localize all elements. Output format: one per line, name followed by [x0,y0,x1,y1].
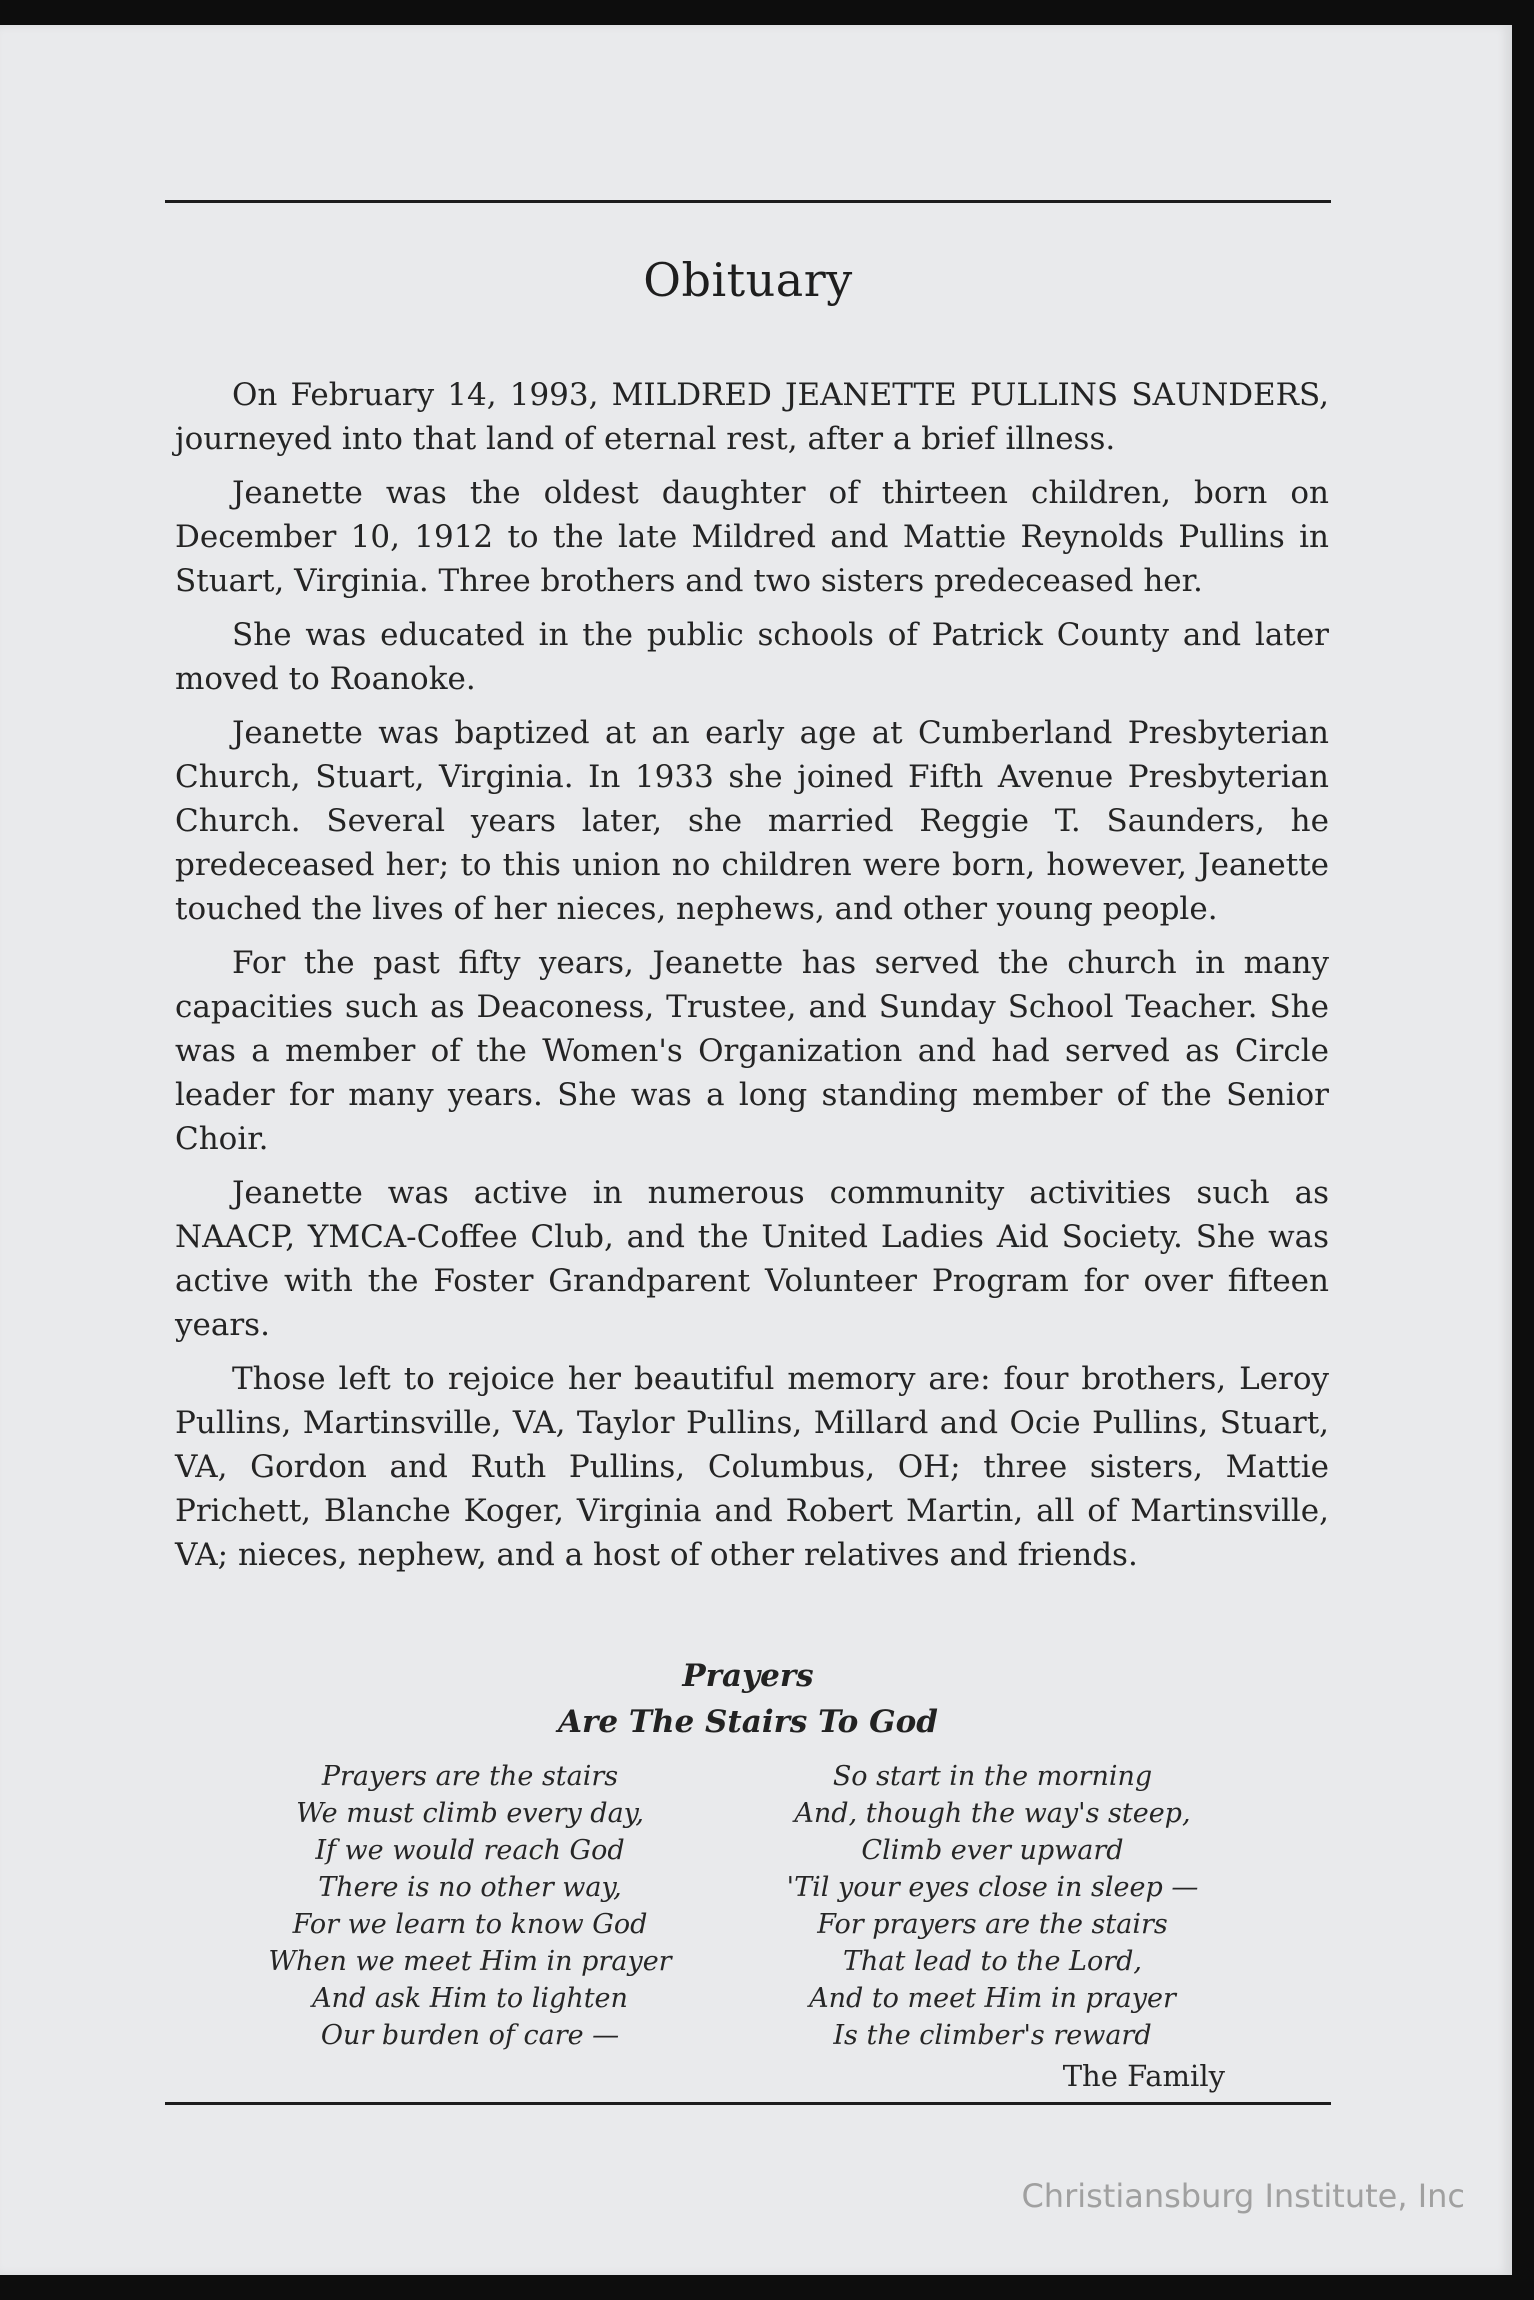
top-divider [165,200,1331,203]
watermark: Christiansburg Institute, Inc [1021,2177,1465,2215]
paragraph: Jeanette was active in numerous community activities such as NAACP, YMCA-Coffee Club, and the United Ladies Aid Society. She was active with the Foster Grandparent Volunteer Program for over fifteen years. [175,1175,1329,1343]
paragraph: On February 14, 1993, MILDRED JEANETTE PULLINS SAUNDERS, journeyed into that land of eternal rest, after a brief illness. [175,377,1329,457]
poem-line: If we would reach God [315,1835,625,1866]
obituary-body [175,373,1329,1587]
paragraph: Jeanette was baptized at an early age at Cumberland Presbyterian Church, Stuart, Virginia. In 1933 she joined Fifth Avenue Presbyterian Church. Several years later, she married Reggie T. Saunders, he predeceased her; to this union no children were born, however, Jeanette touched the lives of her nieces, nephews, and other young people. [175,715,1329,927]
poem-line: We must climb every day, [296,1798,644,1829]
paragraph: For the past fifty years, Jeanette has served the church in many capacities such as Deaconess, Trustee, and Sunday School Teacher. She was a member of the Women's Organization and had served as Circle leader for many years. She was a long standing member of the Senior Choir. [175,945,1329,1157]
poem-line: And, though the way's steep, [794,1798,1191,1829]
poem-line: So start in the morning [832,1761,1153,1792]
poem-line: Our burden of care — [320,2020,620,2051]
poem-line: There is no other way, [318,1872,622,1903]
poem-line: And to meet Him in prayer [809,1983,1176,2014]
poem-line: When we meet Him in prayer [268,1946,672,1977]
paragraph: Those left to rejoice her beautiful memory are: four brothers, Leroy Pullins, Martinsville, VA, Taylor Pullins, Millard and Ocie Pullins, Stuart, VA, Gordon and Ruth Pullins, Columbus, OH; three sisters, Mattie Prichett, Blanche Koger, Virginia and Robert Martin, all of Martinsville, VA; nieces, nephew, and a host of other relatives and friends. [175,1361,1329,1573]
poem-line: Is the climber's reward [833,2020,1152,2051]
poem-title-line2: Are The Stairs To God [558,1704,938,1740]
paragraph: Jeanette was the oldest daughter of thirteen children, born on December 10, 1912 to the late Mildred and Mattie Reynolds Pullins in Stuart, Virginia. Three brothers and two sisters predeceased her. [175,475,1329,599]
poem-title [165,1653,1331,1745]
signature: The Family [1062,2059,1225,2093]
poem-line: Climb ever upward [861,1835,1124,1866]
bottom-divider [165,2102,1331,2105]
poem-line: That lead to the Lord, [843,1946,1142,1977]
poem-line: Prayers are the stairs [321,1761,619,1792]
paragraph: She was educated in the public schools of Patrick County and later moved to Roanoke. [175,617,1329,697]
poem-right-column [770,1758,1215,2054]
poem-line: And ask Him to lighten [312,1983,628,2014]
poem-left-column [255,1758,685,2054]
poem-line: For prayers are the stairs [817,1909,1168,1940]
poem-line: 'Til your eyes close in sleep — [786,1872,1199,1903]
page-title: Obituary [643,253,853,307]
poem-line: For we learn to know God [292,1909,648,1940]
poem-title-line1: Prayers [682,1658,814,1694]
document-page [0,25,1512,2275]
